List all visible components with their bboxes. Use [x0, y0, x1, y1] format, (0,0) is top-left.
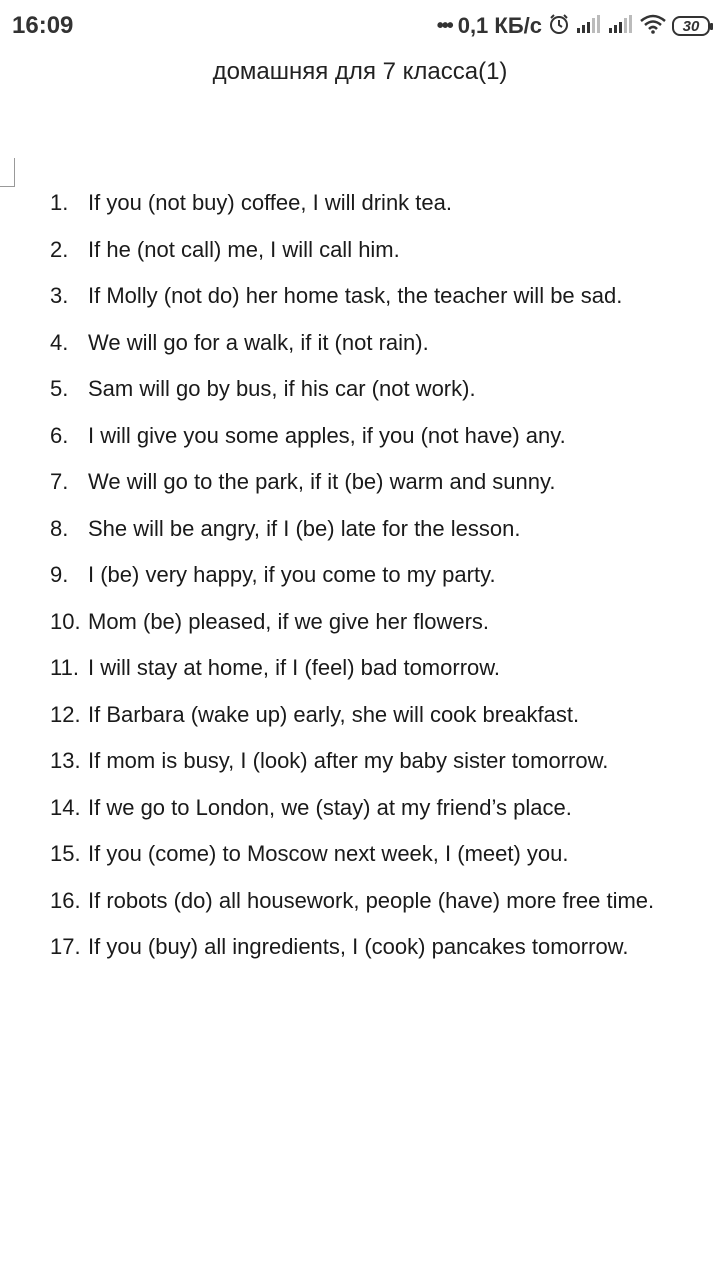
- signal-icon: [576, 14, 602, 39]
- document-title: домашняя для 7 класса(1): [212, 58, 508, 85]
- list-item: [50, 273, 710, 320]
- status-bar: [0, 0, 720, 50]
- item-number: 15.: [50, 841, 81, 867]
- item-text: Mom (be) pleased, if we give her flowers.: [88, 608, 490, 634]
- item-text: Sam will go by bus, if his car (not work).: [88, 376, 476, 402]
- network-speed: 0,1 КБ/с: [457, 13, 542, 38]
- item-text: If Molly (not do) her home task, the teacher will be sad.: [88, 283, 623, 309]
- list-item: [50, 459, 710, 506]
- item-number: 1.: [50, 190, 69, 216]
- list-item: [50, 878, 710, 925]
- list-item: [50, 738, 710, 785]
- item-text: If Barbara (wake up) early, she will cook breakfast.: [88, 701, 580, 727]
- exercise-list: [50, 180, 710, 971]
- item-number: 14.: [50, 794, 81, 820]
- list-item: [50, 413, 710, 460]
- item-number: 2.: [50, 236, 69, 262]
- item-number: 7.: [50, 469, 69, 495]
- item-number: 13.: [50, 748, 81, 774]
- item-text: We will go to the park, if it (be) warm and sunny.: [88, 469, 556, 495]
- text-cursor-marker: [0, 158, 15, 187]
- item-number: 6.: [50, 422, 69, 448]
- item-text: If mom is busy, I (look) after my baby sister tomorrow.: [88, 748, 609, 774]
- list-item: [50, 320, 710, 367]
- item-text: We will go for a walk, if it (not rain).: [88, 329, 429, 355]
- item-text: If you (not buy) coffee, I will drink tea.: [88, 190, 452, 216]
- status-icons: [437, 12, 710, 40]
- item-text: I (be) very happy, if you come to my party.: [88, 562, 496, 588]
- item-text: If you (come) to Moscow next week, I (meet) you.: [88, 841, 569, 867]
- list-item: [50, 227, 710, 274]
- item-number: 9.: [50, 562, 69, 588]
- status-time: 16:09: [12, 12, 74, 39]
- item-text: If we go to London, we (stay) at my friend’s place.: [88, 794, 572, 820]
- list-item: [50, 599, 710, 646]
- item-number: 5.: [50, 376, 69, 402]
- item-number: 17.: [50, 934, 81, 960]
- list-item: [50, 552, 710, 599]
- list-item: [50, 785, 710, 832]
- item-text: If you (buy) all ingredients, I (cook) pancakes tomorrow.: [88, 934, 629, 960]
- item-number: 12.: [50, 701, 81, 727]
- list-item: [50, 366, 710, 413]
- item-number: 8.: [50, 515, 69, 541]
- item-text: I will give you some apples, if you (not have) any.: [88, 422, 566, 448]
- list-item: [50, 831, 710, 878]
- item-number: 3.: [50, 283, 69, 309]
- more-dots: •••: [436, 14, 452, 37]
- item-number: 10.: [50, 608, 81, 634]
- list-item: [50, 924, 710, 971]
- wifi-icon: [640, 14, 666, 39]
- item-number: 4.: [50, 329, 69, 355]
- item-text: She will be angry, if I (be) late for the lesson.: [88, 515, 521, 541]
- signal-icon: [608, 14, 634, 39]
- list-item: [50, 692, 710, 739]
- list-item: [50, 180, 710, 227]
- list-item: [50, 506, 710, 553]
- battery-icon: 30: [672, 16, 710, 36]
- item-text: I will stay at home, if I (feel) bad tomorrow.: [88, 655, 501, 681]
- item-text: If robots (do) all housework, people (have) more free time.: [88, 887, 655, 913]
- alarm-icon: [548, 13, 570, 40]
- item-number: 16.: [50, 887, 81, 913]
- item-number: 11.: [50, 655, 79, 681]
- list-item: [50, 645, 710, 692]
- item-text: If he (not call) me, I will call him.: [88, 236, 400, 262]
